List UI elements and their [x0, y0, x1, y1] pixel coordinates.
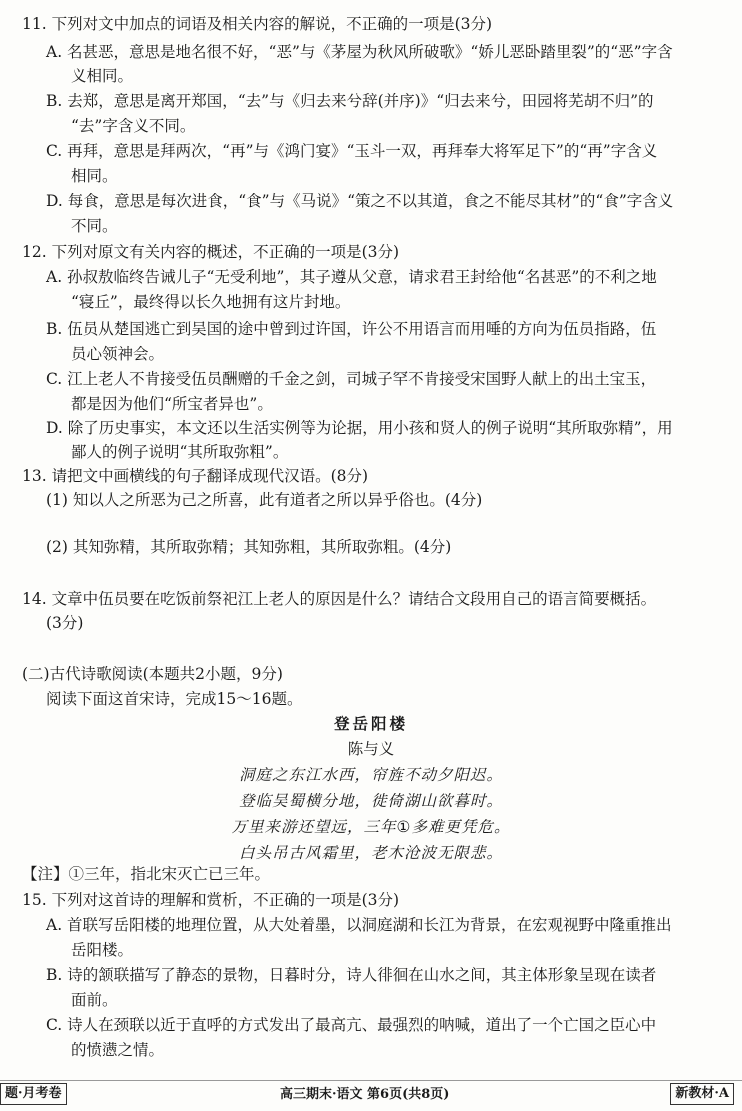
poem-line-4: 白头吊古风霜里，老木沧波无限悲。 [238, 844, 503, 862]
q11-option-a: A. 名甚恶，意思是地名很不好，“恶”与《茅屋为秋风所破歌》“娇儿恶卧踏里裂”的“恶”字含 [46, 43, 673, 61]
section-intro: 阅读下面这首宋诗，完成15～16题。 [46, 690, 303, 708]
q12-option-c: C. 江上老人不肯接受伍员酬赠的千金之剑，司城子罕不肯接受宋国野人献上的出土宝玉， [46, 370, 657, 388]
q15-option-c: C. 诗人在颈联以近于直呼的方式发出了最高亢、最强烈的呐喊，道出了一个亡国之臣心中 [46, 1016, 657, 1034]
q11-option-d-cont: 不同。 [71, 217, 118, 235]
q11-option-a-cont: 义相同。 [71, 67, 134, 85]
q12-stem: 12. 下列对原文有关内容的概述，不正确的一项是(3分) [22, 243, 400, 261]
q14-stem-cont: (3分) [46, 614, 84, 632]
q12-option-c-cont: 都是因为他们“所宝者异也”。 [71, 395, 273, 413]
q15-option-b-cont: 面前。 [71, 991, 118, 1009]
q13-stem: 13. 请把文中画横线的句子翻译成现代汉语。(8分) [22, 467, 369, 485]
q15-stem: 15. 下列对这首诗的理解和赏析，不正确的一项是(3分) [22, 891, 400, 909]
poem-author: 陈与义 [347, 740, 395, 758]
q11-stem: 11. 下列对文中加点的词语及相关内容的解说，不正确的一项是(3分) [22, 15, 493, 33]
poem-line-3: 万里来游还望远，三年①多难更凭危。 [231, 818, 511, 836]
q12-option-d-cont: 鄙人的例子说明“其所取弥粗”。 [71, 443, 289, 461]
footer-left-label: 题·月考卷 [0, 1083, 67, 1105]
footer-right-label: 新教材·A [670, 1083, 734, 1105]
q12-option-b: B. 伍员从楚国逃亡到吴国的途中曾到过许国，许公不用语言而用唾的方向为伍员指路，伍 [46, 320, 657, 338]
q13-sub-2: (2) 其知弥精，其所取弥精；其知弥粗，其所取弥粗。(4分) [46, 538, 452, 556]
page-footer [0, 1080, 742, 1109]
poem-line-2: 登临吴蜀横分地，徙倚湖山欲暮时。 [238, 792, 503, 810]
poem-note: 【注】①三年，指北宋灭亡已三年。 [22, 865, 271, 883]
q11-option-c-cont: 相同。 [71, 167, 118, 185]
poem-title: 登岳阳楼 [333, 714, 408, 733]
q12-option-b-cont: 员心领神会。 [71, 345, 165, 363]
q15-option-a-cont: 岳阳楼。 [71, 941, 134, 959]
q11-option-b: B. 去郑，意思是离开郑国，“去”与《归去来兮辞(并序)》“归去来兮，田园将芜胡不归”的 [46, 92, 654, 110]
q11-option-c: C. 再拜，意思是拜两次，“再”与《鸿门宴》“玉斗一双，再拜奉大将军足下”的“再”字含义 [46, 142, 658, 160]
q12-option-a-cont: “寝丘”，最终得以长久地拥有这片封地。 [71, 293, 351, 311]
section-heading: (二)古代诗歌阅读(本题共2小题，9分) [22, 665, 283, 683]
q15-option-b: B. 诗的颔联描写了静态的景物，日暮时分，诗人徘徊在山水之间，其主体形象呈现在读者 [46, 966, 657, 984]
q13-sub-1: (1) 知以人之所恶为己之所喜，此有道者之所以异乎俗也。(4分) [46, 491, 483, 509]
q12-option-a: A. 孙叔敖临终告诫儿子“无受利地”，其子遵从父意，请求君王封给他“名甚恶”的不利之地 [46, 268, 657, 286]
q12-option-d: D. 除了历史事实，本文还以生活实例等为论据，用小孩和贤人的例子说明“其所取弥精”，用 [46, 419, 673, 437]
q11-option-b-cont: “去”字含义不同。 [71, 117, 196, 135]
q14-stem: 14. 文章中伍员要在吃饭前祭祀江上老人的原因是什么？请结合文段用自己的语言简要概括。 [22, 590, 657, 608]
q11-option-d: D. 每食，意思是每次进食，“食”与《马说》“策之不以其道，食之不能尽其材”的“食”字含义 [46, 192, 674, 210]
q15-option-c-cont: 的愤懑之情。 [71, 1041, 165, 1059]
poem-line-1: 洞庭之东江水西，帘旌不动夕阳迟。 [238, 766, 503, 784]
footer-page-info: 高三期末·语文 第6页(共8页) [280, 1087, 450, 1102]
q15-option-a: A. 首联写岳阳楼的地理位置，从大处着墨，以洞庭湖和长江为背景，在宏观视野中隆重推出 [46, 916, 672, 934]
